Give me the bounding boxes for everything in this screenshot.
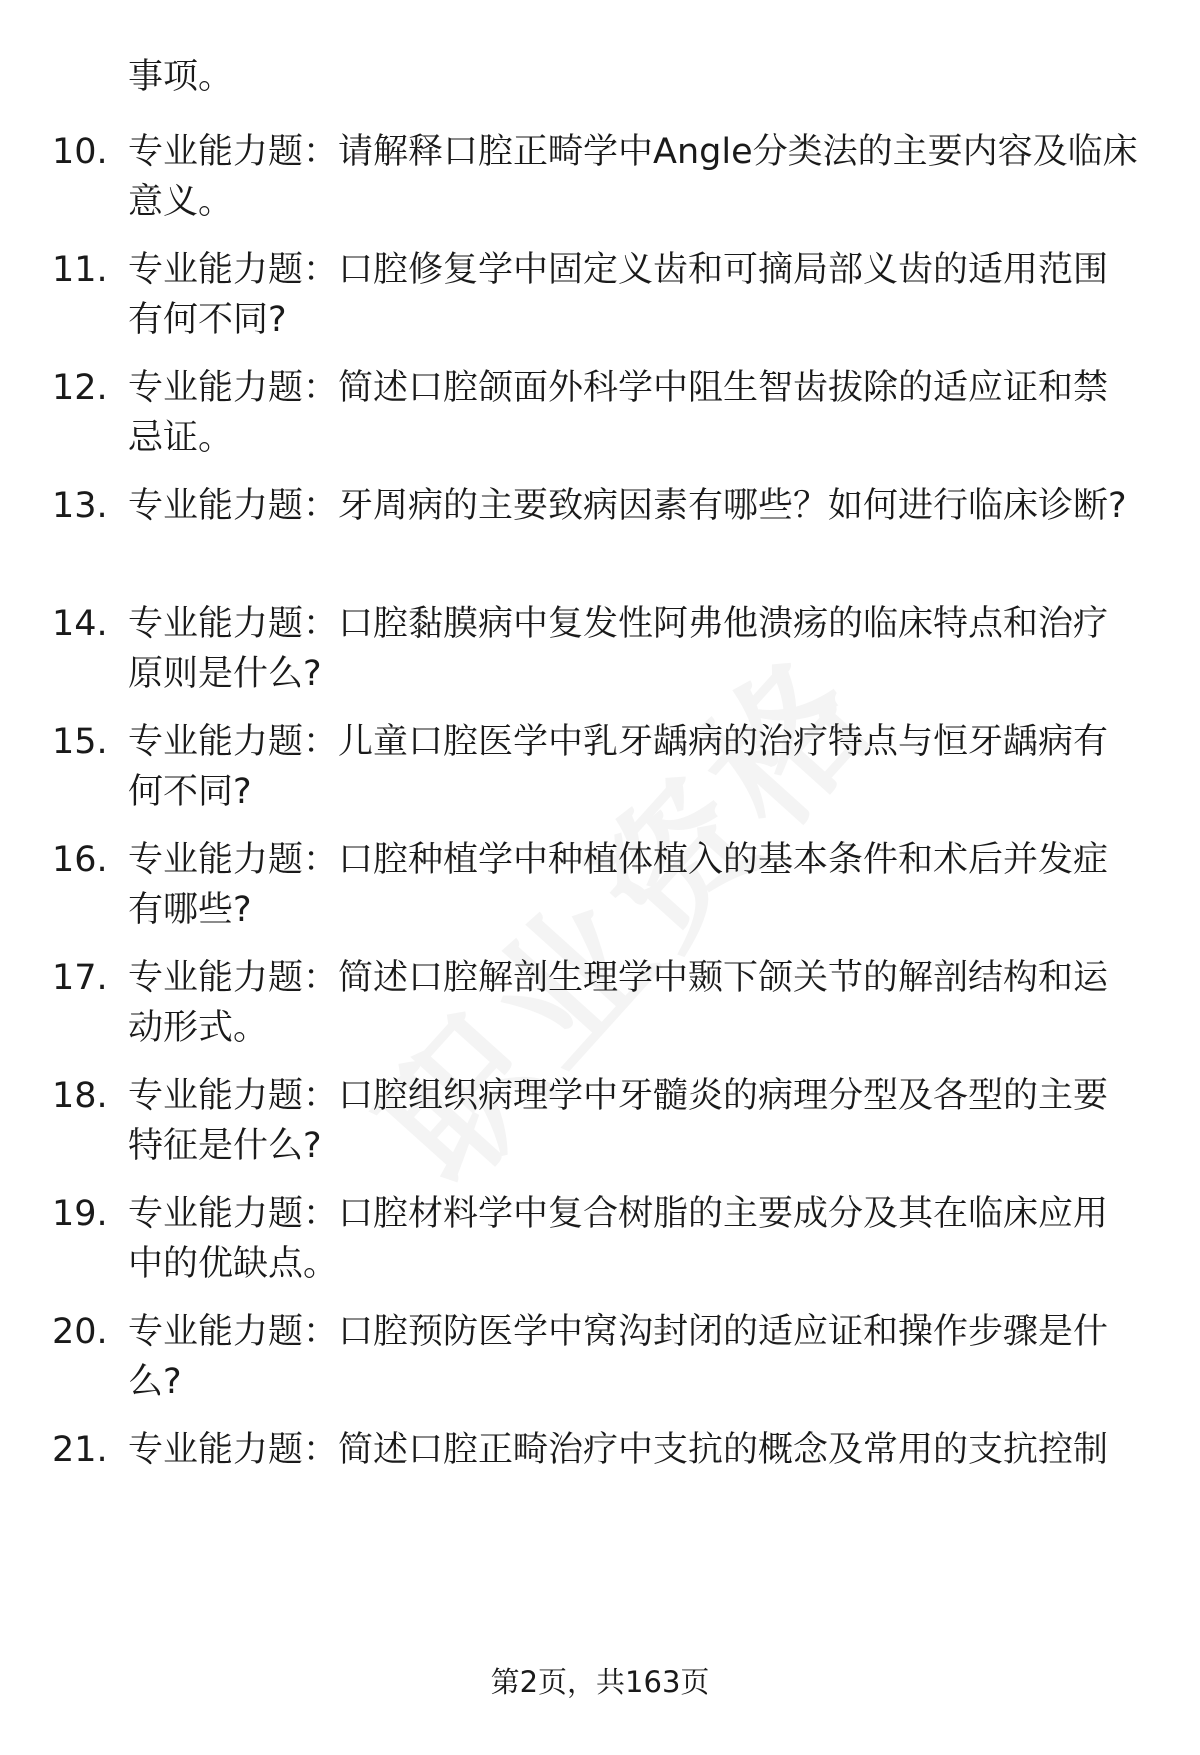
question-text: 专业能力题：请解释口腔正畸学中Angle分类法的主要内容及临床意义。 [128,132,1138,222]
question-number: 19. [52,1194,108,1234]
page-footer: 第2页，共163页 [490,1665,710,1699]
question-number: 21. [52,1430,108,1470]
question-text: 专业能力题：口腔种植学中种植体植入的基本条件和术后并发症有哪些? [128,840,1109,930]
question-number: 11. [52,250,108,290]
question-text: 专业能力题：简述口腔正畸治疗中支抗的概念及常用的支抗控制 [128,1430,1109,1470]
question-text: 专业能力题：简述口腔解剖生理学中颞下颌关节的解剖结构和运动形式。 [128,958,1109,1048]
question-number: 10. [52,132,108,172]
question-text: 专业能力题：口腔材料学中复合树脂的主要成分及其在临床应用中的优缺点。 [128,1194,1109,1284]
question-text: 专业能力题：牙周病的主要致病因素有哪些？如何进行临床诊断? [128,486,1127,526]
question-number: 12. [52,368,108,408]
question-number: 18. [52,1076,108,1116]
question-text: 专业能力题：口腔修复学中固定义齿和可摘局部义齿的适用范围有何不同? [128,250,1109,340]
question-number: 16. [52,840,108,880]
question-text: 专业能力题：简述口腔颌面外科学中阻生智齿拔除的适应证和禁忌证。 [128,368,1109,458]
question-text: 专业能力题：儿童口腔医学中乳牙龋病的治疗特点与恒牙龋病有何不同? [128,722,1109,812]
question-number: 20. [52,1312,108,1352]
continuation-text: 事项。 [128,57,234,97]
question-text: 专业能力题：口腔组织病理学中牙髓炎的病理分型及各型的主要特征是什么? [128,1076,1109,1166]
question-number: 14. [52,604,108,644]
question-text: 专业能力题：口腔预防医学中窝沟封闭的适应证和操作步骤是什么? [128,1312,1109,1402]
question-number: 13. [52,486,108,526]
question-number: 17. [52,958,108,998]
question-number: 15. [52,722,108,762]
question-text: 专业能力题：口腔黏膜病中复发性阿弗他溃疡的临床特点和治疗原则是什么? [128,604,1109,694]
